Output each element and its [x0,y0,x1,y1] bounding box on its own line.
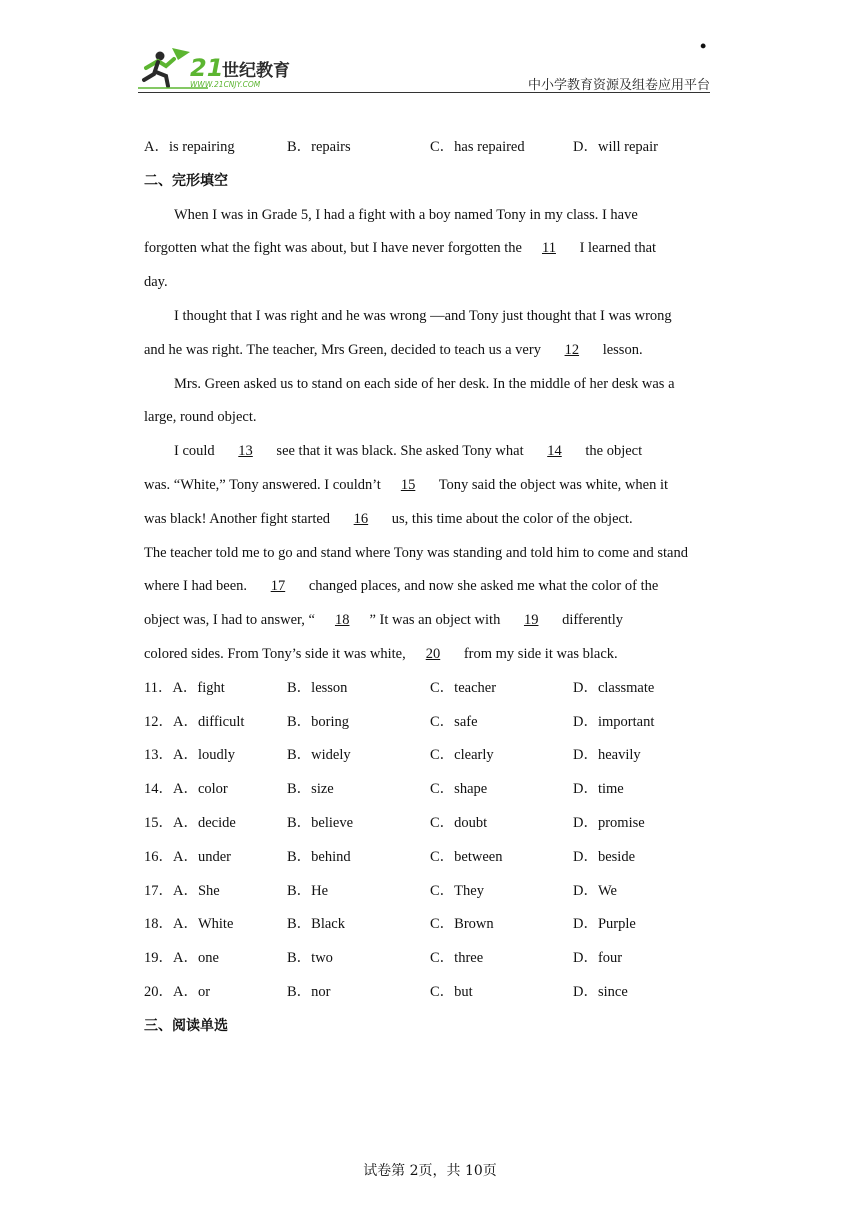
option-c: C．shape [430,781,488,798]
option-c: C．but [430,983,473,1000]
option-b: B．He [287,882,329,899]
blank-14: 14 [547,443,562,460]
option-a: 14．A．color [144,781,228,798]
passage-line: large, round object. [144,409,257,426]
option-a: 19．A．one [144,950,219,967]
question-options-row [144,875,716,909]
option-a: 15．A．decide [144,814,236,831]
option-a: 16．A．under [144,848,231,865]
question-options-row [144,773,716,807]
option-b: B．behind [287,848,351,865]
option-c: C．has repaired [430,139,525,155]
option-b: B．Black [287,916,345,933]
option-a: A．is repairing [144,139,235,155]
question-options-row [144,942,716,976]
blank-11: 11 [541,240,556,257]
option-b: B．repairs [287,139,351,155]
page-footer: 试卷第 2页，共 10页 [363,1163,497,1179]
passage-line: object was, I had to answer, “ 18 ” It was an object with 19 differently [144,604,716,638]
option-d: D．We [573,882,617,899]
option-d: D．since [573,983,628,1000]
question-options-row [144,706,716,740]
option-a: 17．A．She [144,882,220,899]
passage-line: When I was in Grade 5, I had a fight with a boy named Tony in my class. I have [174,206,638,223]
svg-text:WWW.21CNJY.COM: WWW.21CNJY.COM [190,80,261,89]
option-d: D．will repair [573,139,658,155]
passage-line: where I had been. 17 changed places, and now she asked me what the color of the [144,570,716,604]
blank-20: 20 [425,645,441,662]
option-b: B．lesson [287,679,348,696]
question-options-row [144,908,716,942]
option-b: B．two [287,950,333,967]
blank-16: 16 [353,510,369,527]
passage-line: was. “White,” Tony answered. I couldn’t 15 Tony said the object was white, when it [144,469,716,503]
question-options-row [144,841,716,875]
blank-13: 13 [238,443,253,460]
question-options-row [144,976,716,1010]
option-c: C．teacher [430,679,497,696]
option-d: D．heavily [573,747,641,764]
blank-18: 18 [334,612,350,629]
site-logo [138,46,308,90]
option-c: C．between [430,848,503,865]
header-divider [138,92,710,93]
passage-line: The teacher told me to go and stand where Tony was standing and told him to come and stand [144,544,688,561]
platform-slogan: 中小学教育资源及组卷应用平台 [527,78,710,93]
passage-line: was black! Another fight started 16 us, this time about the color of the object. [144,503,716,537]
prev-question-options [144,131,716,165]
option-d: D．important [573,713,655,730]
option-b: B．believe [287,814,354,831]
passage-line: and he was right. The teacher, Mrs Green, decided to teach us a very 12 lesson. [144,334,716,368]
option-a: 13．A．loudly [144,747,236,764]
option-d: D．time [573,781,624,798]
question-options-row [144,672,716,706]
runner-icon [144,48,190,86]
svg-text:21: 21 [190,54,224,82]
option-d: D．Purple [573,916,636,933]
passage-line: colored sides. From Tony’s side it was white, 20 from my side it was black. [144,638,716,672]
option-c: C．safe [430,713,478,730]
question-options-row [144,807,716,841]
svg-text:世纪教育: 世纪教育 [222,61,290,81]
passage-line: Mrs. Green asked us to stand on each side of her desk. In the middle of her desk was a [174,375,675,392]
option-b: B．widely [287,747,351,764]
passage-line: I could 13 see that it was black. She asked Tony what 14 the object [144,435,716,469]
option-a: 11．A．fight [144,679,225,696]
cloze-passage [144,199,716,672]
passage-line: forgotten what the fight was about, but I have never forgotten the 11 I learned that [144,232,716,266]
option-b: B．boring [287,713,350,730]
blank-17: 17 [270,578,286,595]
blank-19: 19 [523,612,539,629]
option-b: B．nor [287,983,331,1000]
question-options-list [144,672,716,1010]
passage-line: I thought that I was right and he was wrong —and Tony just thought that I was wrong [174,307,672,324]
passage-line: day. [144,274,168,291]
option-d: D．beside [573,848,636,865]
option-a: 12．A．difficult [144,713,245,730]
blank-15: 15 [400,476,416,493]
section-title-reading: 三、阅读单选 [144,1017,228,1034]
option-b: B．size [287,781,334,798]
option-d: D．promise [573,814,645,831]
question-options-row [144,739,716,773]
header-dot: • [700,36,707,56]
option-a: 18．A．White [144,916,234,933]
option-c: C．clearly [430,747,494,764]
option-d: D．classmate [573,679,655,696]
option-d: D．four [573,950,623,967]
blank-12: 12 [564,341,580,358]
exam-content [144,131,716,1044]
option-c: C．three [430,950,484,967]
section-title-cloze: 二、完形填空 [144,172,228,189]
option-a: 20．A．or [144,983,211,1000]
option-c: C．doubt [430,814,488,831]
option-c: C．Brown [430,916,494,933]
option-c: C．They [430,882,484,899]
